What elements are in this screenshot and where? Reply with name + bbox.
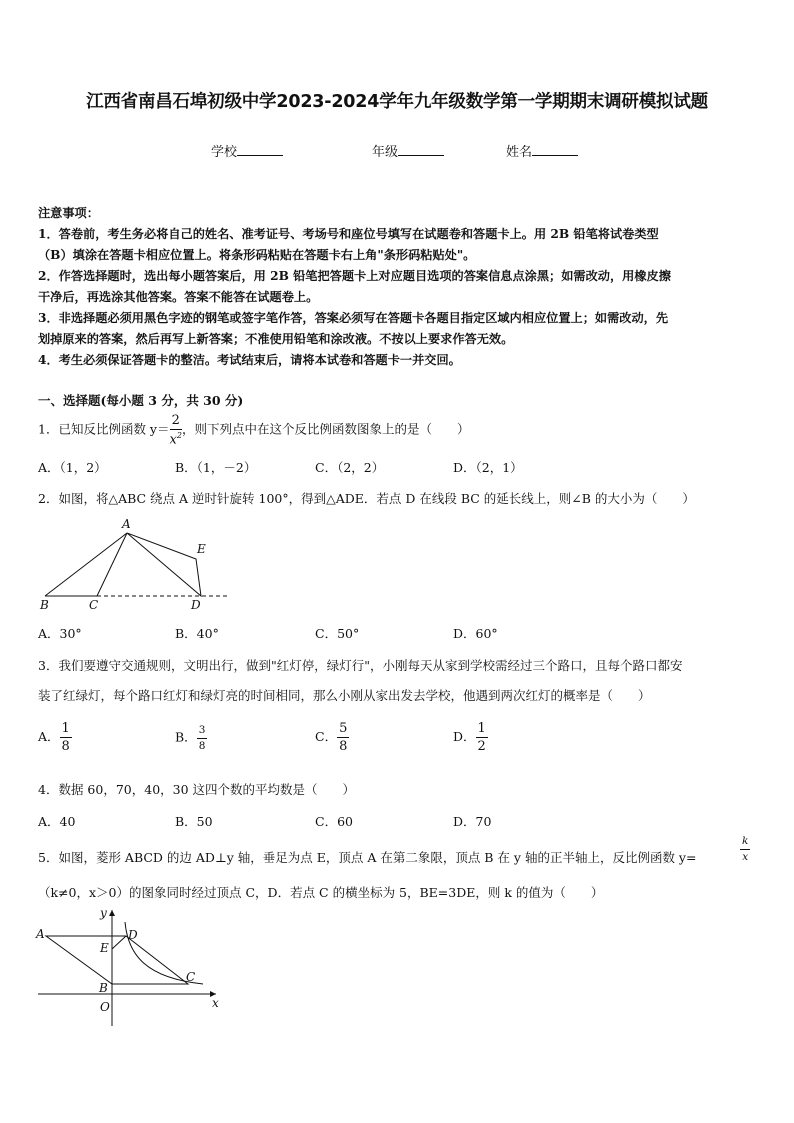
notes-line: 干净后，再选涂其他答案。答案不能答在试题卷上。 <box>38 290 319 304</box>
q1-option-c[interactable]: C．（2，2） <box>315 460 385 475</box>
q2-option-a[interactable]: A．30° <box>38 626 82 641</box>
notes-line: 4．考生必须保证答题卡的整洁。考试结束后，请将本试卷和答题卡一并交回。 <box>38 353 461 367</box>
q5-denominator: x <box>742 850 749 863</box>
label-x: x <box>212 996 219 1010</box>
name-label: 姓名 <box>506 145 533 160</box>
q2-option-c[interactable]: C．50° <box>315 626 360 641</box>
label-b: B <box>40 598 49 612</box>
q3-d-fraction: $\frac{1}{2}$ <box>477 721 486 754</box>
q5-numerator: k <box>740 836 750 850</box>
label-c: C <box>186 970 196 984</box>
page-title: 江西省南昌石埠初级中学2023-2024学年九年级数学第一学期期末调研模拟试题 <box>86 92 708 112</box>
notes-line: 1．答卷前，考生务必将自己的姓名、准考证号、考场号和座位号填写在试题卷和答题卡上。用 2B 铅笔将试卷类型 <box>38 227 659 241</box>
q5-figure <box>28 900 228 1030</box>
notes-heading: 注意事项： <box>38 206 99 220</box>
notes-line: 划掉原来的答案，然后再写上新答案；不准使用铅笔和涂改液。不按以上要求作答无效。 <box>38 332 514 346</box>
q3-option-b[interactable]: B． $\frac{3}{8}$ <box>175 724 206 752</box>
school-field[interactable] <box>211 141 283 160</box>
grade-field[interactable] <box>372 141 444 160</box>
school-label: 学校 <box>211 145 238 160</box>
q2-option-b[interactable]: B．40° <box>175 626 219 641</box>
label-a: A <box>122 517 131 531</box>
q3-option-a[interactable]: A． $\frac{1}{8}$ <box>38 721 70 754</box>
question-2: 2．如图，将△ABC 绕点 A 逆时针旋转 100°，得到△ADE．若点 D 在线段 BC 的延长线上，则∠B 的大小为（ ） <box>38 491 695 506</box>
question-3-line-2: 装了红绿灯，每个路口红灯和绿灯亮的时间相同，那么小刚从家出发去学校，他遇到两次红灯的概率是（ ） <box>38 688 651 703</box>
label-a: A <box>36 927 45 941</box>
notes-line: 3．非选择题必须用黑色字迹的钢笔或签字笔作答，答案必须写在答题卡各题目指定区域内相应位置上；如需改动，先 <box>38 311 669 325</box>
segment-ed <box>112 936 126 949</box>
label-e: E <box>197 542 206 556</box>
question-5-line-2: （k≠0，x＞0）的图象同时经过顶点 C，D．若点 C 的横坐标为 5，BE=3DE，则 k 的值为（ ） <box>38 885 604 900</box>
name-field[interactable] <box>506 141 578 160</box>
question-1 <box>38 414 469 446</box>
q4-option-c[interactable]: C．60 <box>315 814 353 829</box>
rhombus-abcd <box>46 936 188 984</box>
question-5-line-1: 5．如图，菱形 ABCD 的边 AD⊥y 轴，垂足为点 E，顶点 A 在第二象限，顶点 B 在 y 轴的正半轴上，反比例函数 y= <box>38 850 697 865</box>
school-blank[interactable] <box>237 143 283 156</box>
q3-option-c[interactable]: C． $\frac{5}{8}$ <box>315 721 348 754</box>
label-o: O <box>100 1000 110 1014</box>
q1-stem-end: ，则下列点中在这个反比例函数图象上的是（ ） <box>181 421 470 437</box>
q1-denominator: $x^2$ <box>169 431 182 448</box>
q4-option-b[interactable]: B．50 <box>175 814 213 829</box>
section-heading: 一、选择题(每小题 3 分，共 30 分) <box>38 393 244 408</box>
q1-numerator: 2 <box>170 414 182 430</box>
q3-b-fraction: $\frac{3}{8}$ <box>198 724 206 752</box>
label-e: E <box>100 941 109 955</box>
q1-option-b[interactable]: B．（1，－2） <box>175 460 257 475</box>
grade-blank[interactable] <box>398 143 444 156</box>
notes-block <box>38 203 671 371</box>
q2-option-d[interactable]: D．60° <box>453 626 498 641</box>
name-blank[interactable] <box>532 143 578 156</box>
grade-label: 年级 <box>372 145 399 160</box>
label-d: D <box>191 598 201 612</box>
q1-fraction <box>170 414 182 446</box>
q5-fraction <box>740 836 750 862</box>
label-c: C <box>89 598 99 612</box>
q1-option-d[interactable]: D．（2，1） <box>453 460 523 475</box>
notes-line: （B）填涂在答题卡相应位置上。将条形码粘贴在答题卡右上角"条形码粘贴处"。 <box>38 248 476 262</box>
q3-c-fraction: $\frac{5}{8}$ <box>339 721 348 754</box>
label-d: D <box>128 928 138 942</box>
q4-option-a[interactable]: A．40 <box>38 814 76 829</box>
y-axis-arrow <box>109 910 115 916</box>
question-3-line-1: 3．我们要遵守交通规则，文明出行，做到"红灯停，绿灯行"，小刚每天从家到学校需经过三个路口，且每个路口都安 <box>38 658 683 673</box>
q3-a-fraction: $\frac{1}{8}$ <box>61 721 70 754</box>
label-y: y <box>100 906 107 920</box>
q1-option-a[interactable]: A．（1，2） <box>38 460 107 475</box>
q3-option-d[interactable]: D． $\frac{1}{2}$ <box>453 721 486 754</box>
question-4: 4．数据 60，70，40，30 这四个数的平均数是（ ） <box>38 782 356 797</box>
notes-line: 2．作答选择题时，选出每小题答案后，用 2B 铅笔把答题卡上对应题目选项的答案信息点涂黑；如需改动，用橡皮擦 <box>38 269 671 283</box>
q4-option-d[interactable]: D．70 <box>453 814 492 829</box>
q1-stem-start: 1．已知反比例函数 y＝ <box>38 421 170 437</box>
q2-figure <box>30 515 240 615</box>
triangle-abc <box>45 533 127 596</box>
label-b: B <box>99 981 108 995</box>
triangle-ade <box>127 533 201 596</box>
